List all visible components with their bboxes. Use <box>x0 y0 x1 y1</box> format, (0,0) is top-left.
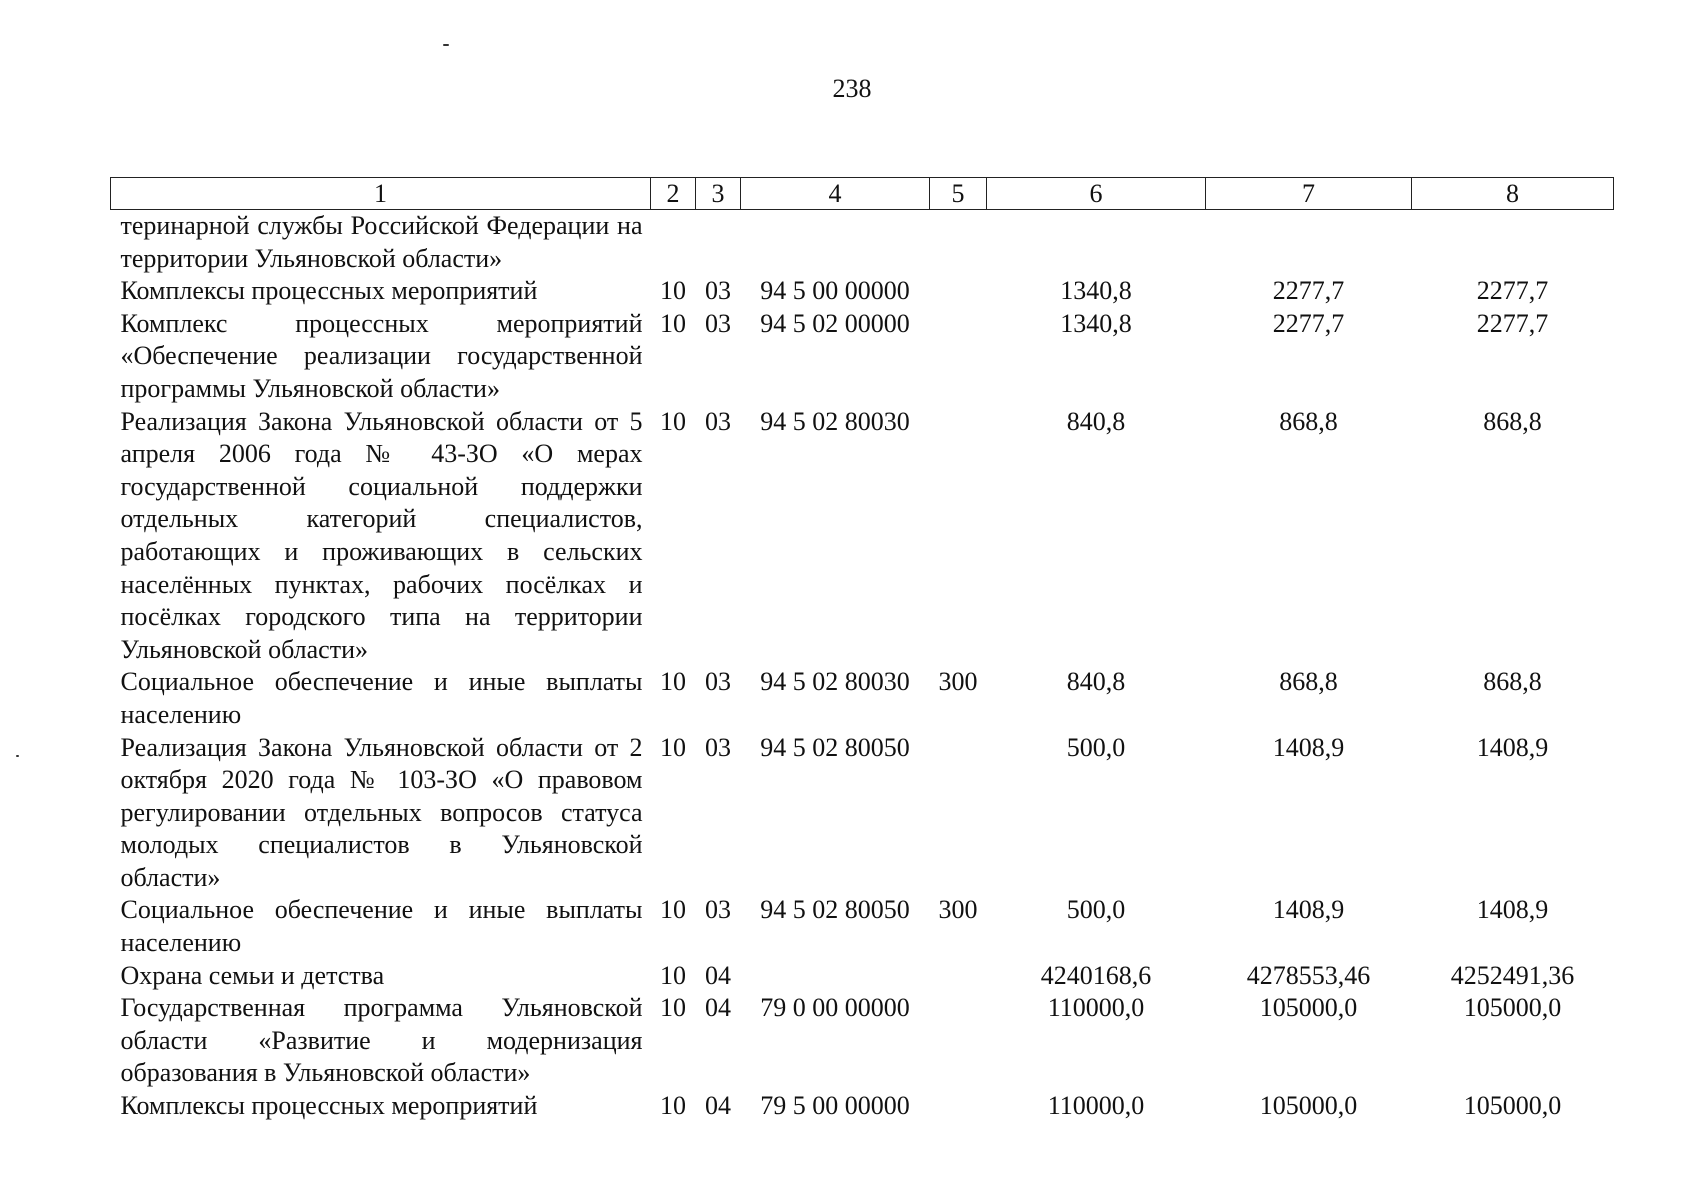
row-subsection: 04 <box>705 993 731 1023</box>
header-col-8: 8 <box>1412 178 1614 210</box>
table-row <box>111 275 1614 308</box>
row-section <box>651 210 696 276</box>
row-expense-type: 300 <box>938 667 978 697</box>
table-row <box>111 992 1614 1090</box>
row-section: 10 <box>660 276 686 306</box>
row-subsection: 03 <box>705 667 731 697</box>
row-value-col6: 110000,0 <box>1047 993 1145 1023</box>
row-value-col7: 4278553,46 <box>1246 960 1371 990</box>
row-value-col6 <box>987 210 1206 276</box>
budget-table <box>110 177 1614 1123</box>
row-value-col7: 1408,9 <box>1272 895 1345 925</box>
row-value-col7: 2277,7 <box>1272 308 1345 338</box>
row-subsection: 03 <box>705 276 731 306</box>
table-row <box>111 210 1614 276</box>
row-expense-type <box>930 275 987 308</box>
header-col-1: 1 <box>111 178 651 210</box>
row-name: теринарной службы Российской Федерации на территории Ульяновской области» <box>120 211 643 273</box>
row-target-code <box>741 960 930 993</box>
row-value-col8: 1408,9 <box>1476 732 1549 762</box>
row-value-col7 <box>1206 210 1412 276</box>
row-value-col7: 2277,7 <box>1272 276 1345 306</box>
header-col-7: 7 <box>1206 178 1412 210</box>
row-subsection: 03 <box>705 308 731 338</box>
page-number: 238 <box>832 74 872 103</box>
row-section: 10 <box>660 667 686 697</box>
row-value-col7: 105000,0 <box>1259 1091 1358 1121</box>
row-value-col6: 500,0 <box>1066 732 1126 762</box>
row-value-col8: 868,8 <box>1483 667 1542 697</box>
row-subsection: 04 <box>705 1091 731 1121</box>
table-header <box>111 178 1614 210</box>
row-value-col6: 1340,8 <box>1060 308 1132 338</box>
row-expense-type <box>930 406 987 667</box>
row-value-col8: 2277,7 <box>1476 276 1549 306</box>
row-section: 10 <box>660 993 686 1023</box>
row-name: Охрана семьи и детства <box>120 960 385 990</box>
row-section: 10 <box>660 732 686 762</box>
row-subsection: 03 <box>705 732 731 762</box>
table-body <box>111 210 1614 1123</box>
row-value-col7: 868,8 <box>1279 406 1338 436</box>
row-name: Комплексы процессных мероприятий <box>120 276 538 306</box>
row-target-code: 94 5 00 00000 <box>760 276 910 306</box>
header-col-6: 6 <box>987 178 1206 210</box>
header-col-5: 5 <box>930 178 987 210</box>
row-value-col6: 1340,8 <box>1060 276 1132 306</box>
row-target-code: 94 5 02 80050 <box>760 732 910 762</box>
row-section: 10 <box>660 1091 686 1121</box>
table-row <box>111 732 1614 895</box>
header-row <box>111 178 1614 210</box>
row-section: 10 <box>660 308 686 338</box>
row-target-code: 94 5 02 80030 <box>760 406 910 436</box>
header-col-3: 3 <box>696 178 741 210</box>
row-section: 10 <box>660 895 686 925</box>
row-subsection: 03 <box>705 406 731 436</box>
row-section: 10 <box>660 960 686 990</box>
row-name: Реализация Закона Ульяновской области от 2 октября 2020 года № 103-ЗО «О правовом регулировании отдельных вопросов статуса молодых специалистов в Ульяновской области» <box>120 732 643 892</box>
scan-speck <box>443 44 449 46</box>
row-value-col7: 868,8 <box>1279 667 1338 697</box>
row-target-code: 94 5 02 80030 <box>760 667 910 697</box>
row-expense-type <box>930 210 987 276</box>
scan-speck <box>16 755 19 757</box>
row-value-col8 <box>1412 210 1614 276</box>
row-subsection <box>696 210 741 276</box>
row-target-code: 94 5 02 80050 <box>760 895 910 925</box>
row-value-col6: 110000,0 <box>1047 1091 1145 1121</box>
row-value-col6: 500,0 <box>1066 895 1126 925</box>
table-row <box>111 308 1614 406</box>
row-section: 10 <box>660 406 686 436</box>
row-name: Комплекс процессных мероприятий «Обеспечение реализации государственной программы Ульяновской области» <box>120 308 643 403</box>
row-target-code: 94 5 02 00000 <box>760 308 910 338</box>
row-name: Реализация Закона Ульяновской области от 5 апреля 2006 года № 43-ЗО «О мерах государственной социальной поддержки отдельных категорий специалистов, работающих и проживающих в сельских населённых пунктах, рабочих посёлках и посёлках городского типа на территории Ульяновской области» <box>120 406 643 664</box>
row-value-col6: 840,8 <box>1066 667 1126 697</box>
row-value-col6: 4240168,6 <box>1040 960 1152 990</box>
header-col-2: 2 <box>651 178 696 210</box>
row-name: Комплексы процессных мероприятий <box>120 1091 538 1121</box>
row-name: Социальное обеспечение и иные выплаты населению <box>120 667 643 729</box>
row-expense-type <box>930 992 987 1090</box>
row-value-col8: 105000,0 <box>1463 993 1562 1023</box>
table-row <box>111 406 1614 667</box>
row-expense-type: 300 <box>938 895 978 925</box>
row-value-col7: 1408,9 <box>1272 732 1345 762</box>
row-value-col8: 2277,7 <box>1476 308 1549 338</box>
row-target-code <box>741 210 930 276</box>
table-row <box>111 666 1614 731</box>
row-expense-type <box>930 960 987 993</box>
row-name: Социальное обеспечение и иные выплаты населению <box>120 895 643 958</box>
table-row <box>111 894 1614 959</box>
row-value-col8: 4252491,36 <box>1450 960 1575 990</box>
row-value-col6: 840,8 <box>1066 406 1126 436</box>
row-expense-type <box>930 308 987 406</box>
row-subsection: 04 <box>705 960 731 990</box>
row-value-col8: 105000,0 <box>1463 1091 1562 1121</box>
row-value-col7: 105000,0 <box>1259 993 1358 1023</box>
row-value-col8: 868,8 <box>1483 406 1542 436</box>
row-value-col8: 1408,9 <box>1476 895 1549 925</box>
row-subsection: 03 <box>705 895 731 925</box>
table-row <box>111 1090 1614 1123</box>
row-target-code: 79 5 00 00000 <box>760 1091 910 1121</box>
table-row <box>111 960 1614 993</box>
header-col-4: 4 <box>741 178 930 210</box>
row-expense-type <box>930 732 987 895</box>
row-expense-type <box>930 1090 987 1123</box>
row-target-code: 79 0 00 00000 <box>760 993 910 1023</box>
row-name: Государственная программа Ульяновской области «Развитие и модернизация образования в Ульяновской области» <box>120 993 643 1088</box>
